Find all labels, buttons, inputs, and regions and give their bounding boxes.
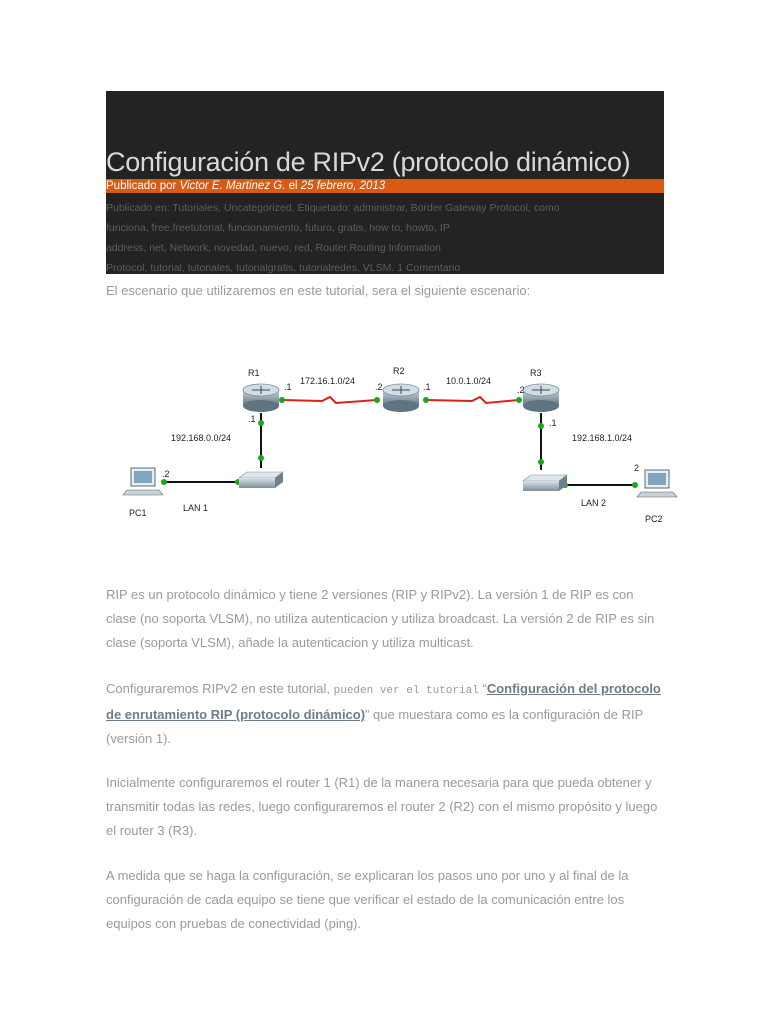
router-r3-label: R3 (530, 368, 542, 378)
serial-link-r1-r2 (282, 397, 377, 403)
link-light (374, 397, 380, 403)
interface-label: 2 (634, 463, 640, 473)
paragraph-tutorial-reference (106, 677, 666, 751)
link-light (279, 397, 285, 403)
router-r2-label: R2 (393, 366, 405, 376)
network-label: 172.16.1.0/24 (300, 376, 356, 386)
router-r1-icon (243, 384, 279, 412)
network-label: 10.0.1.0/24 (446, 376, 492, 386)
interface-label: .1 (549, 418, 557, 428)
author-link[interactable]: Victor E. Martinez G. (179, 180, 286, 192)
meta-line[interactable]: Protocol, tutorial, tutoriales, tutorialgratis, tutorialredes, VLSM. 1 Comentario (106, 262, 461, 274)
pc1-icon (123, 468, 163, 495)
network-label: 192.168.0.0/24 (171, 433, 232, 443)
post-title[interactable]: Configuración de RIPv2 (protocolo dinámico) (106, 147, 631, 177)
interface-label: .1 (423, 382, 431, 392)
byline-bar (106, 179, 664, 193)
link-light (161, 479, 167, 485)
lan-label: LAN 1 (183, 503, 209, 513)
rip-v1-tutorial-link[interactable]: Configuración del protocolo de enrutamiento RIP (protocolo dinámico) (106, 681, 661, 722)
byline-mid: el (288, 180, 298, 192)
post-meta (106, 198, 646, 278)
switch-lan2-icon (523, 475, 567, 491)
meta-line[interactable]: Publicado en: Tutoriales, Uncategorized. Etiquetado: administrar, Border Gateway Protocol, como (106, 202, 560, 214)
link-light (538, 459, 544, 465)
interface-label: .2 (517, 385, 525, 395)
paragraph-text: que muestara como es la configuración de RIP (versión 1). (106, 707, 644, 746)
link-light (258, 455, 264, 461)
paragraph-config-order: Inicialmente configuraremos el router 1 (R1) de la manera necesaria para que pueda obtener y transmitir todas las redes, luego configuraremos el router 2 (R2) con el mismo propósito y luego el router 3 (R3). (106, 775, 658, 838)
open-quote: “ (482, 681, 487, 696)
pc2-label: PC2 (645, 514, 663, 524)
router-r1-label: R1 (248, 368, 260, 378)
link-light (258, 420, 264, 426)
lan-label: LAN 2 (581, 498, 607, 508)
interface-label: .2 (162, 469, 170, 479)
close-quote: ” (365, 707, 370, 722)
pc2-icon (637, 470, 677, 497)
router-r2-icon (383, 384, 419, 412)
post-date[interactable]: 25 febrero, 2013 (300, 180, 386, 192)
link-light (632, 482, 638, 488)
meta-line[interactable]: address, net, Network, novedad, nuevo, red, Router,Routing Information (106, 242, 442, 254)
link-light (516, 397, 522, 403)
paragraph-verification: A medida que se haga la configuración, se explicaran los pasos uno por uno y al final de la configuración de cada equipo se tiene que verificar el estado de la comunicación entre los equipos con pruebas de conectividad (ping). (106, 868, 629, 931)
paragraph-mono-text: pueden ver el tutorial (333, 685, 479, 697)
pc1-label: PC1 (129, 508, 147, 518)
switch-lan1-icon (239, 472, 283, 488)
network-topology-diagram (107, 352, 687, 532)
router-r3-icon (523, 384, 559, 412)
link-light (423, 397, 429, 403)
serial-link-r2-r3 (426, 397, 519, 403)
byline-prefix: Publicado por (106, 180, 177, 192)
network-label: 192.168.1.0/24 (572, 433, 633, 443)
link-light (538, 423, 544, 429)
paragraph-text: Configuraremos RIPv2 en este tutorial, (106, 681, 330, 696)
intro-text: El escenario que utilizaremos en este tutorial, sera el siguiente escenario: (106, 283, 531, 298)
post-header (106, 91, 664, 274)
interface-label: .1 (284, 382, 292, 392)
paragraph-rip-versions: RIP es un protocolo dinámico y tiene 2 versiones (RIP y RIPv2). La versión 1 de RIP es con clase (no soporta VLSM), no utiliza autenticacion y utiliza broadcast. La versión 2 de RIP es sin clase (soporta VLSM), añade la autenticacion y utiliza multicast. (106, 587, 655, 650)
meta-line[interactable]: funciona, free,freetutorial, funcionamiento, futuro, gratis, how to, howto, IP (106, 222, 450, 234)
interface-label: .2 (375, 382, 383, 392)
interface-label: .1 (248, 414, 256, 424)
